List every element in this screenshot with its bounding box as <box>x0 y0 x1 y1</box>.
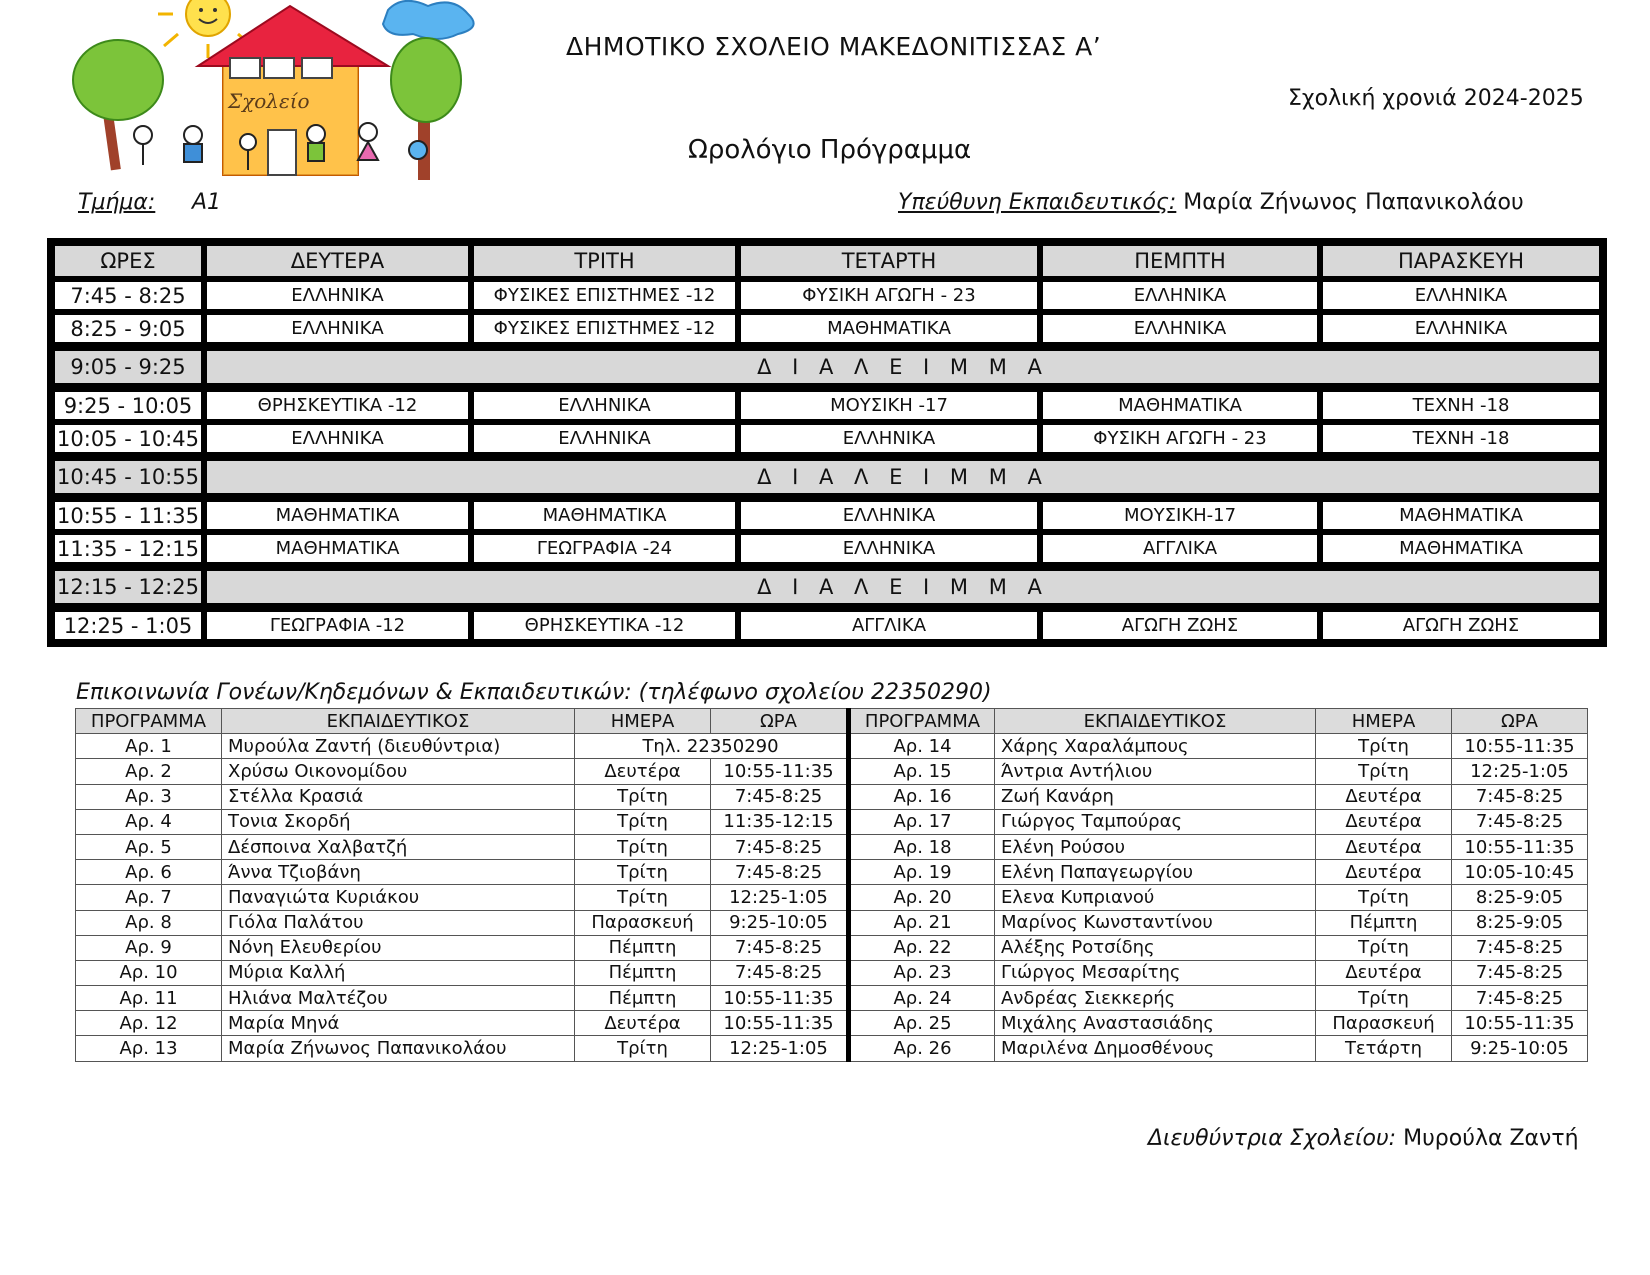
timetable <box>47 238 1607 647</box>
contact-row <box>76 734 1588 759</box>
header-teacher: ΕΚΠΑΙΔΕΥΤΙΚΟΣ <box>222 709 575 734</box>
logo-lettering: Σχολείο <box>228 89 310 113</box>
contact-day: Τρίτη <box>1316 885 1452 910</box>
program-number: Αρ. 23 <box>849 960 995 985</box>
header-program: ΠΡΟΓΡΑΜΜΑ <box>849 709 995 734</box>
subject-cell: ΦΥΣΙΚΗ ΑΓΩΓΗ - 23 <box>738 279 1040 312</box>
schedule-title: Ωρολόγιο Πρόγραμμα <box>688 135 972 165</box>
timetable-row <box>52 532 1602 565</box>
program-number: Αρ. 26 <box>849 1036 995 1061</box>
subject-cell: ΕΛΛΗΝΙΚΑ <box>738 422 1040 455</box>
teacher-name: Μαρία Μηνά <box>222 1011 575 1036</box>
subject-cell: ΜΑΘΗΜΑΤΙΚΑ <box>471 496 738 532</box>
program-number: Αρ. 24 <box>849 986 995 1011</box>
teacher-name: Ζωή Κανάρη <box>995 784 1316 809</box>
subject-cell: ΑΓΩΓΗ ΖΩΗΣ <box>1320 606 1602 642</box>
header-day: ΗΜΕΡΑ <box>575 709 711 734</box>
subject-cell: ΜΟΥΣΙΚΗ-17 <box>1040 496 1320 532</box>
school-phone: Τηλ. 22350290 <box>575 734 849 759</box>
teacher-name: Άντρια Αντήλιου <box>995 759 1316 784</box>
contact-time: 7:45-8:25 <box>711 784 849 809</box>
contact-row <box>76 935 1588 960</box>
subject-cell: ΤΕΧΝΗ -18 <box>1320 422 1602 455</box>
contact-day: Δευτέρα <box>1316 784 1452 809</box>
program-number: Αρ. 7 <box>76 885 222 910</box>
class-value: Α1 <box>192 190 222 215</box>
subject-cell: ΤΕΧΝΗ -18 <box>1320 386 1602 422</box>
subject-cell: ΕΛΛΗΝΙΚΑ <box>738 532 1040 565</box>
teacher-name: Τονια Σκορδή <box>222 809 575 834</box>
teacher-label: Υπεύθυνη Εκπαιδευτικός: <box>898 190 1177 215</box>
subject-cell: ΜΑΘΗΜΑΤΙΚΑ <box>1040 386 1320 422</box>
contact-row <box>76 759 1588 784</box>
program-number: Αρ. 17 <box>849 809 995 834</box>
contact-time: 12:25-1:05 <box>711 885 849 910</box>
school-name: ΔΗΜΟΤΙΚΟ ΣΧΟΛΕΙΟ ΜΑΚΕΔΟΝΙΤΙΣΣΑΣ Α’ <box>566 32 1102 61</box>
contact-day: Πέμπτη <box>1316 910 1452 935</box>
subject-cell: ΘΡΗΣΚΕΥΤΙΚΑ -12 <box>204 386 471 422</box>
subject-cell: ΘΡΗΣΚΕΥΤΙΚΑ -12 <box>471 606 738 642</box>
contact-time: 10:55-11:35 <box>711 986 849 1011</box>
period-time: 10:05 - 10:45 <box>52 422 204 455</box>
contact-time: 10:55-11:35 <box>1452 1011 1588 1036</box>
subject-cell: ΦΥΣΙΚΕΣ ΕΠΙΣΤΗΜΕΣ -12 <box>471 312 738 345</box>
contact-time: 12:25-1:05 <box>1452 759 1588 784</box>
teacher-name: Μυρούλα Ζαντή (διευθύντρια) <box>222 734 575 759</box>
contact-time: 9:25-10:05 <box>1452 1036 1588 1061</box>
teacher-name: Γιώργος Ταμπούρας <box>995 809 1316 834</box>
break-row <box>52 565 1602 606</box>
teacher-name: Χάρης Χαραλάμπους <box>995 734 1316 759</box>
timetable-row <box>52 496 1602 532</box>
program-number: Αρ. 10 <box>76 960 222 985</box>
break-label: Δ Ι Α Λ Ε Ι Μ Μ Α <box>204 455 1602 496</box>
contact-header-row <box>76 709 1588 734</box>
break-time: 12:15 - 12:25 <box>52 565 204 606</box>
header-program: ΠΡΟΓΡΑΜΜΑ <box>76 709 222 734</box>
contact-time: 7:45-8:25 <box>1452 784 1588 809</box>
subject-cell: ΕΛΛΗΝΙΚΑ <box>738 496 1040 532</box>
contact-time: 7:45-8:25 <box>711 935 849 960</box>
contact-day: Δευτέρα <box>575 759 711 784</box>
contact-row <box>76 860 1588 885</box>
contact-time: 7:45-8:25 <box>1452 809 1588 834</box>
contact-row <box>76 1011 1588 1036</box>
contact-row <box>76 834 1588 859</box>
teacher-name: Ανδρέας Σιεκκερής <box>995 986 1316 1011</box>
principal-name: Μυρούλα Ζαντή <box>1396 1126 1579 1151</box>
contact-time: 10:55-11:35 <box>711 1011 849 1036</box>
break-label: Δ Ι Α Λ Ε Ι Μ Μ Α <box>204 345 1602 386</box>
contact-day: Τρίτη <box>575 809 711 834</box>
program-number: Αρ. 3 <box>76 784 222 809</box>
contact-time: 7:45-8:25 <box>1452 935 1588 960</box>
program-number: Αρ. 2 <box>76 759 222 784</box>
program-number: Αρ. 18 <box>849 834 995 859</box>
contact-day: Τρίτη <box>1316 986 1452 1011</box>
contact-day: Τρίτη <box>575 860 711 885</box>
subject-cell: ΕΛΛΗΝΙΚΑ <box>204 312 471 345</box>
contact-day: Παρασκευή <box>1316 1011 1452 1036</box>
contact-section-title: Επικοινωνία Γονέων/Κηδεμόνων & Εκπαιδευτικών: (τηλέφωνο σχολείου 22350290) <box>76 680 992 705</box>
contact-row <box>76 910 1588 935</box>
header-day: ΗΜΕΡΑ <box>1316 709 1452 734</box>
contact-day: Τρίτη <box>575 1036 711 1061</box>
subject-cell: ΑΓΓΛΙΚΑ <box>738 606 1040 642</box>
contact-row <box>76 986 1588 1011</box>
break-row <box>52 345 1602 386</box>
header-monday: ΔΕΥΤΕΡΑ <box>204 243 471 279</box>
header-tuesday: ΤΡΙΤΗ <box>471 243 738 279</box>
program-number: Αρ. 6 <box>76 860 222 885</box>
contact-day: Δευτέρα <box>1316 834 1452 859</box>
program-number: Αρ. 9 <box>76 935 222 960</box>
contact-time: 9:25-10:05 <box>711 910 849 935</box>
period-time: 7:45 - 8:25 <box>52 279 204 312</box>
timetable-row <box>52 279 1602 312</box>
contact-day: Δευτέρα <box>1316 809 1452 834</box>
program-number: Αρ. 1 <box>76 734 222 759</box>
contact-row <box>76 784 1588 809</box>
teacher-name: Στέλλα Κρασιά <box>222 784 575 809</box>
class-label: Τμήμα: <box>78 190 156 215</box>
subject-cell: ΜΑΘΗΜΑΤΙΚΑ <box>204 496 471 532</box>
contact-time: 10:55-11:35 <box>1452 734 1588 759</box>
principal-signature <box>1148 1126 1579 1151</box>
program-number: Αρ. 20 <box>849 885 995 910</box>
contact-day: Δευτέρα <box>1316 860 1452 885</box>
program-number: Αρ. 22 <box>849 935 995 960</box>
break-label: Δ Ι Α Λ Ε Ι Μ Μ Α <box>204 565 1602 606</box>
teacher-name: Μαρία Ζήνωνος Παπανικολάου <box>222 1036 575 1061</box>
teacher-name: Γιόλα Παλάτου <box>222 910 575 935</box>
program-number: Αρ. 16 <box>849 784 995 809</box>
program-number: Αρ. 4 <box>76 809 222 834</box>
teacher-name: Μιχάλης Αναστασιάδης <box>995 1011 1316 1036</box>
contact-row <box>76 1036 1588 1061</box>
contact-day: Τετάρτη <box>1316 1036 1452 1061</box>
teacher-name: Νόνη Ελευθερίου <box>222 935 575 960</box>
program-number: Αρ. 14 <box>849 734 995 759</box>
teacher-name: Ηλιάνα Μαλτέζου <box>222 986 575 1011</box>
teacher-name: Δέσποινα Χαλβατζή <box>222 834 575 859</box>
contact-row <box>76 960 1588 985</box>
contact-day: Πέμπτη <box>575 935 711 960</box>
break-time: 9:05 - 9:25 <box>52 345 204 386</box>
subject-cell: ΕΛΛΗΝΙΚΑ <box>471 386 738 422</box>
subject-cell: ΜΑΘΗΜΑΤΙΚΑ <box>1320 532 1602 565</box>
header-wednesday: ΤΕΤΑΡΤΗ <box>738 243 1040 279</box>
timetable-row <box>52 422 1602 455</box>
teacher-name: Μαρία Ζήνωνος Παπανικολάου <box>1176 190 1524 215</box>
subject-cell: ΕΛΛΗΝΙΚΑ <box>204 279 471 312</box>
subject-cell: ΑΓΓΛΙΚΑ <box>1040 532 1320 565</box>
header-teacher: ΕΚΠΑΙΔΕΥΤΙΚΟΣ <box>995 709 1316 734</box>
contact-day: Πέμπτη <box>575 986 711 1011</box>
period-time: 11:35 - 12:15 <box>52 532 204 565</box>
period-time: 12:25 - 1:05 <box>52 606 204 642</box>
contact-row <box>76 885 1588 910</box>
program-number: Αρ. 21 <box>849 910 995 935</box>
contact-time: 7:45-8:25 <box>1452 986 1588 1011</box>
program-number: Αρ. 15 <box>849 759 995 784</box>
subject-cell: ΓΕΩΓΡΑΦΙΑ -12 <box>204 606 471 642</box>
contact-day: Τρίτη <box>1316 759 1452 784</box>
subject-cell: ΦΥΣΙΚΕΣ ΕΠΙΣΤΗΜΕΣ -12 <box>471 279 738 312</box>
timetable-row <box>52 606 1602 642</box>
subject-cell: ΕΛΛΗΝΙΚΑ <box>204 422 471 455</box>
contact-day: Δευτέρα <box>1316 960 1452 985</box>
teacher-name: Μύρια Καλλή <box>222 960 575 985</box>
teacher-name: Μαρίνος Κωνσταντίνου <box>995 910 1316 935</box>
contact-time: 7:45-8:25 <box>711 860 849 885</box>
program-number: Αρ. 5 <box>76 834 222 859</box>
subject-cell: ΓΕΩΓΡΑΦΙΑ -24 <box>471 532 738 565</box>
responsible-teacher <box>898 190 1524 215</box>
school-logo <box>58 0 498 192</box>
program-number: Αρ. 25 <box>849 1011 995 1036</box>
period-time: 8:25 - 9:05 <box>52 312 204 345</box>
teacher-name: Παναγιώτα Κυριάκου <box>222 885 575 910</box>
teacher-name: Αλέξης Ροτσίδης <box>995 935 1316 960</box>
contact-time: 8:25-9:05 <box>1452 885 1588 910</box>
period-time: 10:55 - 11:35 <box>52 496 204 532</box>
header-time: ΩΡΑ <box>1452 709 1588 734</box>
program-number: Αρ. 11 <box>76 986 222 1011</box>
header-time: ΩΡΑ <box>711 709 849 734</box>
program-number: Αρ. 8 <box>76 910 222 935</box>
subject-cell: ΑΓΩΓΗ ΖΩΗΣ <box>1040 606 1320 642</box>
contact-time: 10:55-11:35 <box>711 759 849 784</box>
contact-row <box>76 809 1588 834</box>
contact-time: 8:25-9:05 <box>1452 910 1588 935</box>
program-number: Αρ. 19 <box>849 860 995 885</box>
contact-day: Τρίτη <box>1316 935 1452 960</box>
contact-time: 7:45-8:25 <box>1452 960 1588 985</box>
subject-cell: ΕΛΛΗΝΙΚΑ <box>1040 312 1320 345</box>
contact-time: 10:05-10:45 <box>1452 860 1588 885</box>
subject-cell: ΕΛΛΗΝΙΚΑ <box>471 422 738 455</box>
period-time: 9:25 - 10:05 <box>52 386 204 422</box>
contact-time: 10:55-11:35 <box>1452 834 1588 859</box>
teacher-name: Άννα Τζιοβάνη <box>222 860 575 885</box>
program-number: Αρ. 12 <box>76 1011 222 1036</box>
contact-day: Δευτέρα <box>575 1011 711 1036</box>
teacher-name: Ελένη Παπαγεωργίου <box>995 860 1316 885</box>
principal-label: Διευθύντρια Σχολείου: <box>1148 1126 1397 1151</box>
subject-cell: ΦΥΣΙΚΗ ΑΓΩΓΗ - 23 <box>1040 422 1320 455</box>
break-time: 10:45 - 10:55 <box>52 455 204 496</box>
timetable-row <box>52 312 1602 345</box>
contact-time: 7:45-8:25 <box>711 834 849 859</box>
subject-cell: ΕΛΛΗΝΙΚΑ <box>1320 312 1602 345</box>
header-hours: ΩΡΕΣ <box>52 243 204 279</box>
header-thursday: ΠΕΜΠΤΗ <box>1040 243 1320 279</box>
teacher-name: Μαριλένα Δημοσθένους <box>995 1036 1316 1061</box>
break-row <box>52 455 1602 496</box>
contact-time: 11:35-12:15 <box>711 809 849 834</box>
timetable-header-row <box>52 243 1602 279</box>
subject-cell: ΕΛΛΗΝΙΚΑ <box>1320 279 1602 312</box>
contact-day: Τρίτη <box>575 885 711 910</box>
subject-cell: ΜΑΘΗΜΑΤΙΚΑ <box>204 532 471 565</box>
teacher-name: Χρύσω Οικονομίδου <box>222 759 575 784</box>
contact-day: Πέμπτη <box>575 960 711 985</box>
school-year: Σχολική χρονιά 2024-2025 <box>1288 86 1584 111</box>
subject-cell: ΕΛΛΗΝΙΚΑ <box>1040 279 1320 312</box>
subject-cell: ΜΑΘΗΜΑΤΙΚΑ <box>738 312 1040 345</box>
teacher-name: Γιώργος Μεσαρίτης <box>995 960 1316 985</box>
program-number: Αρ. 13 <box>76 1036 222 1061</box>
timetable-row <box>52 386 1602 422</box>
subject-cell: ΜΟΥΣΙΚΗ -17 <box>738 386 1040 422</box>
contact-table <box>75 708 1588 1062</box>
contact-time: 12:25-1:05 <box>711 1036 849 1061</box>
contact-day: Παρασκευή <box>575 910 711 935</box>
contact-day: Τρίτη <box>575 784 711 809</box>
contact-day: Τρίτη <box>575 834 711 859</box>
subject-cell: ΜΑΘΗΜΑΤΙΚΑ <box>1320 496 1602 532</box>
teacher-name: Ελενα Κυπριανού <box>995 885 1316 910</box>
contact-time: 7:45-8:25 <box>711 960 849 985</box>
contact-day: Τρίτη <box>1316 734 1452 759</box>
header-friday: ΠΑΡΑΣΚΕΥΗ <box>1320 243 1602 279</box>
teacher-name: Ελένη Ρούσου <box>995 834 1316 859</box>
